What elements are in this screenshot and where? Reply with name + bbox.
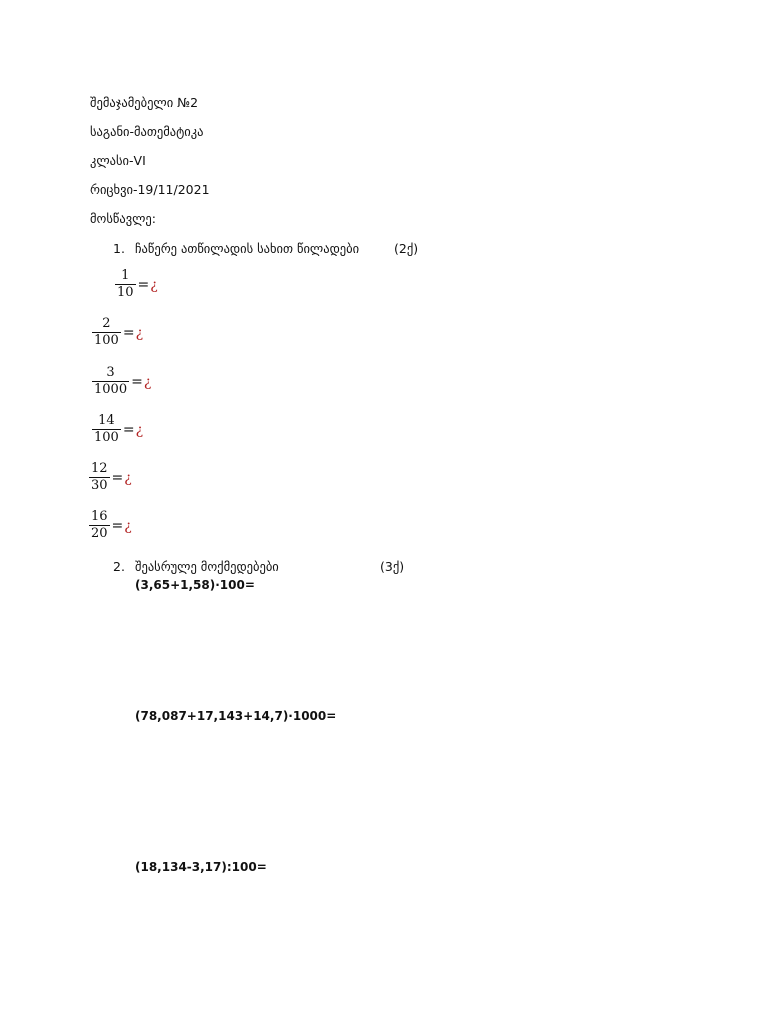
fraction-denominator: 30 xyxy=(91,478,108,493)
task2-text: შეასრულე მოქმედებები xyxy=(135,559,279,574)
equals-sign: = xyxy=(137,276,150,293)
fraction-6 xyxy=(89,509,132,542)
fraction-3 xyxy=(92,365,151,398)
student-line: მოსწავლე: xyxy=(90,211,156,226)
fraction-2 xyxy=(92,316,143,349)
fraction-denominator: 20 xyxy=(91,526,108,541)
class-line: კლასი-VI xyxy=(90,153,146,168)
subject-line: საგანი-მათემატიკა xyxy=(90,124,204,139)
task2-points: (3ქ) xyxy=(380,559,405,574)
fraction-numerator: 14 xyxy=(98,413,115,428)
fraction-denominator: 100 xyxy=(94,430,119,445)
equals-sign: = xyxy=(111,469,124,486)
task1-number: 1. xyxy=(113,241,125,256)
answer-placeholder: ¿ xyxy=(135,324,144,341)
answer-placeholder: ¿ xyxy=(143,373,152,390)
expression-1: (3,65+1,58)·100= xyxy=(135,578,255,592)
fraction-5 xyxy=(89,461,132,494)
task1-points: (2ქ) xyxy=(394,241,419,256)
fraction-numerator: 16 xyxy=(91,509,108,524)
task1-text: ჩაწერე ათწილადის სახით წილადები xyxy=(135,241,360,256)
equals-sign: = xyxy=(131,373,143,390)
fraction-numerator: 12 xyxy=(91,461,108,476)
fraction-numerator: 2 xyxy=(102,316,111,331)
fraction-denominator: 100 xyxy=(94,333,119,348)
equals-sign: = xyxy=(111,517,124,534)
worksheet-title: შემაჯამებელი №2 xyxy=(90,95,199,110)
answer-placeholder: ¿ xyxy=(150,276,158,293)
answer-placeholder: ¿ xyxy=(135,421,144,438)
fraction-numerator: 1 xyxy=(121,268,130,283)
equals-sign: = xyxy=(122,324,135,341)
fraction-numerator: 3 xyxy=(106,365,115,380)
fraction-denominator: 1000 xyxy=(94,382,128,397)
equals-sign: = xyxy=(122,421,135,438)
fraction-1 xyxy=(115,268,158,301)
answer-placeholder: ¿ xyxy=(124,517,132,534)
expression-2: (78,087+17,143+14,7)·1000= xyxy=(135,709,337,723)
task2-number: 2. xyxy=(113,559,125,574)
date-line: რიცხვი-19/11/2021 xyxy=(90,182,210,197)
fraction-4 xyxy=(92,413,143,446)
fraction-denominator: 10 xyxy=(117,285,134,300)
answer-placeholder: ¿ xyxy=(124,469,132,486)
expression-3: (18,134-3,17):100= xyxy=(135,860,267,874)
